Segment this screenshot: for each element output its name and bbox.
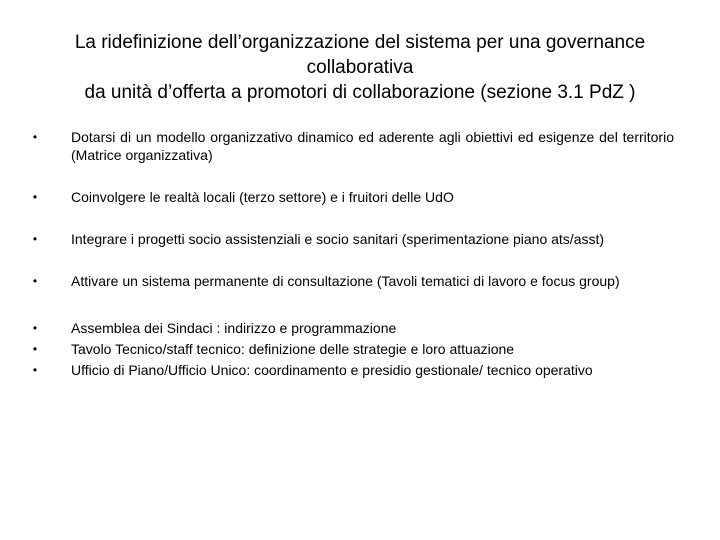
bullet-list — [30, 128, 674, 379]
bullet-icon: • — [32, 274, 38, 288]
bullet-icon: • — [32, 232, 38, 246]
bullet-item — [30, 340, 674, 358]
bullet-icon: • — [32, 321, 38, 335]
bullet-item — [30, 319, 674, 337]
slide-title — [30, 30, 690, 105]
bullet-text: Assemblea dei Sindaci : indirizzo e programmazione — [71, 320, 397, 336]
bullet-text: Attivare un sistema permanente di consultazione (Tavoli tematici di lavoro e focus group) — [71, 273, 620, 289]
bullet-icon: • — [32, 363, 38, 377]
bullet-item — [30, 188, 674, 206]
bullet-item — [30, 230, 674, 248]
bullet-icon: • — [32, 130, 38, 144]
bullet-text: Tavolo Tecnico/staff tecnico: definizione delle strategie e loro attuazione — [71, 341, 515, 357]
bullet-item — [30, 361, 674, 379]
bullet-text: Dotarsi di un modello organizzativo dinamico ed aderente agli obiettivi ed esigenze del territorio (Matrice organizzativa) — [71, 129, 674, 163]
title-line-2: collaborativa — [306, 57, 414, 78]
title-line-3: da unità d’offerta a promotori di collaborazione (sezione 3.1 PdZ ) — [84, 82, 636, 103]
bullet-icon: • — [32, 190, 38, 204]
bullet-item — [30, 272, 674, 290]
bullet-item — [30, 128, 674, 164]
bullet-text: Coinvolgere le realtà locali (terzo settore) e i fruitori delle UdO — [71, 189, 454, 205]
bullet-text: Integrare i progetti socio assistenziali e socio sanitari (sperimentazione piano ats/asst) — [71, 231, 605, 247]
bullet-text: Ufficio di Piano/Ufficio Unico: coordinamento e presidio gestionale/ tecnico operativo — [71, 362, 593, 378]
bullet-icon: • — [32, 342, 38, 356]
title-line-1: La ridefinizione dell’organizzazione del sistema per una governance — [74, 32, 646, 53]
